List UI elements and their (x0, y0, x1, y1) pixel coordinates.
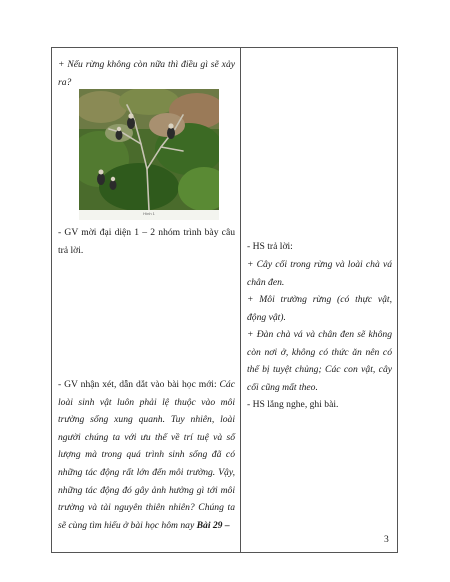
page-number: 3 (384, 534, 389, 545)
lesson-title-ref: Bài 29 – (196, 519, 230, 531)
student-activity-cell (241, 48, 398, 553)
intro-prefix: - GV nhận xét, dẫn dắt vào bài học mới: (58, 379, 217, 390)
forest-photo-image (79, 89, 219, 210)
teacher-activity-cell (52, 48, 241, 553)
student-answer-intro: - HS trả lời: (247, 241, 293, 252)
forest-monkey-photo (79, 89, 219, 220)
table-row (52, 48, 398, 553)
lesson-intro-paragraph (58, 376, 235, 534)
activity-table (51, 47, 398, 553)
student-answer-1: + Cây cối trong rừng và loài chà vá chân đen. (247, 259, 392, 288)
student-listen-note: - HS lắng nghe, ghi bài. (247, 399, 339, 410)
student-answer-2: + Môi trường rừng (có thực vật, động vật). (247, 294, 392, 323)
photo-caption: Hình 1 (143, 211, 155, 216)
intro-italic-text: Các loài sinh vật luôn phải lệ thuộc vào môi trường sống xung quanh. Tuy nhiên, loài người chúng ta với ưu thế về trí tuệ và số lượng mà trong quá trình sinh sống đã có những tác động rất lớn đến môi trường. Vậy, những tác động đó gây ảnh hưởng gì tới môi trường và tài nguyên thiên nhiên? Chúng ta sẽ cùng tìm hiểu ở bài học hôm nay (58, 379, 235, 531)
guiding-question: + Nếu rừng không còn nữa thì điều gì sẽ xảy ra? (58, 59, 235, 88)
student-answer-3: + Đàn chà vá và chân đen sẽ không còn nơi ở, không có thức ăn nên có thể bị tuyệt chủng; Các con vật, cây cối cũng mất theo. (247, 329, 392, 393)
invite-groups-text: - GV mời đại diện 1 – 2 nhóm trình bày câu trả lời. (58, 227, 235, 256)
